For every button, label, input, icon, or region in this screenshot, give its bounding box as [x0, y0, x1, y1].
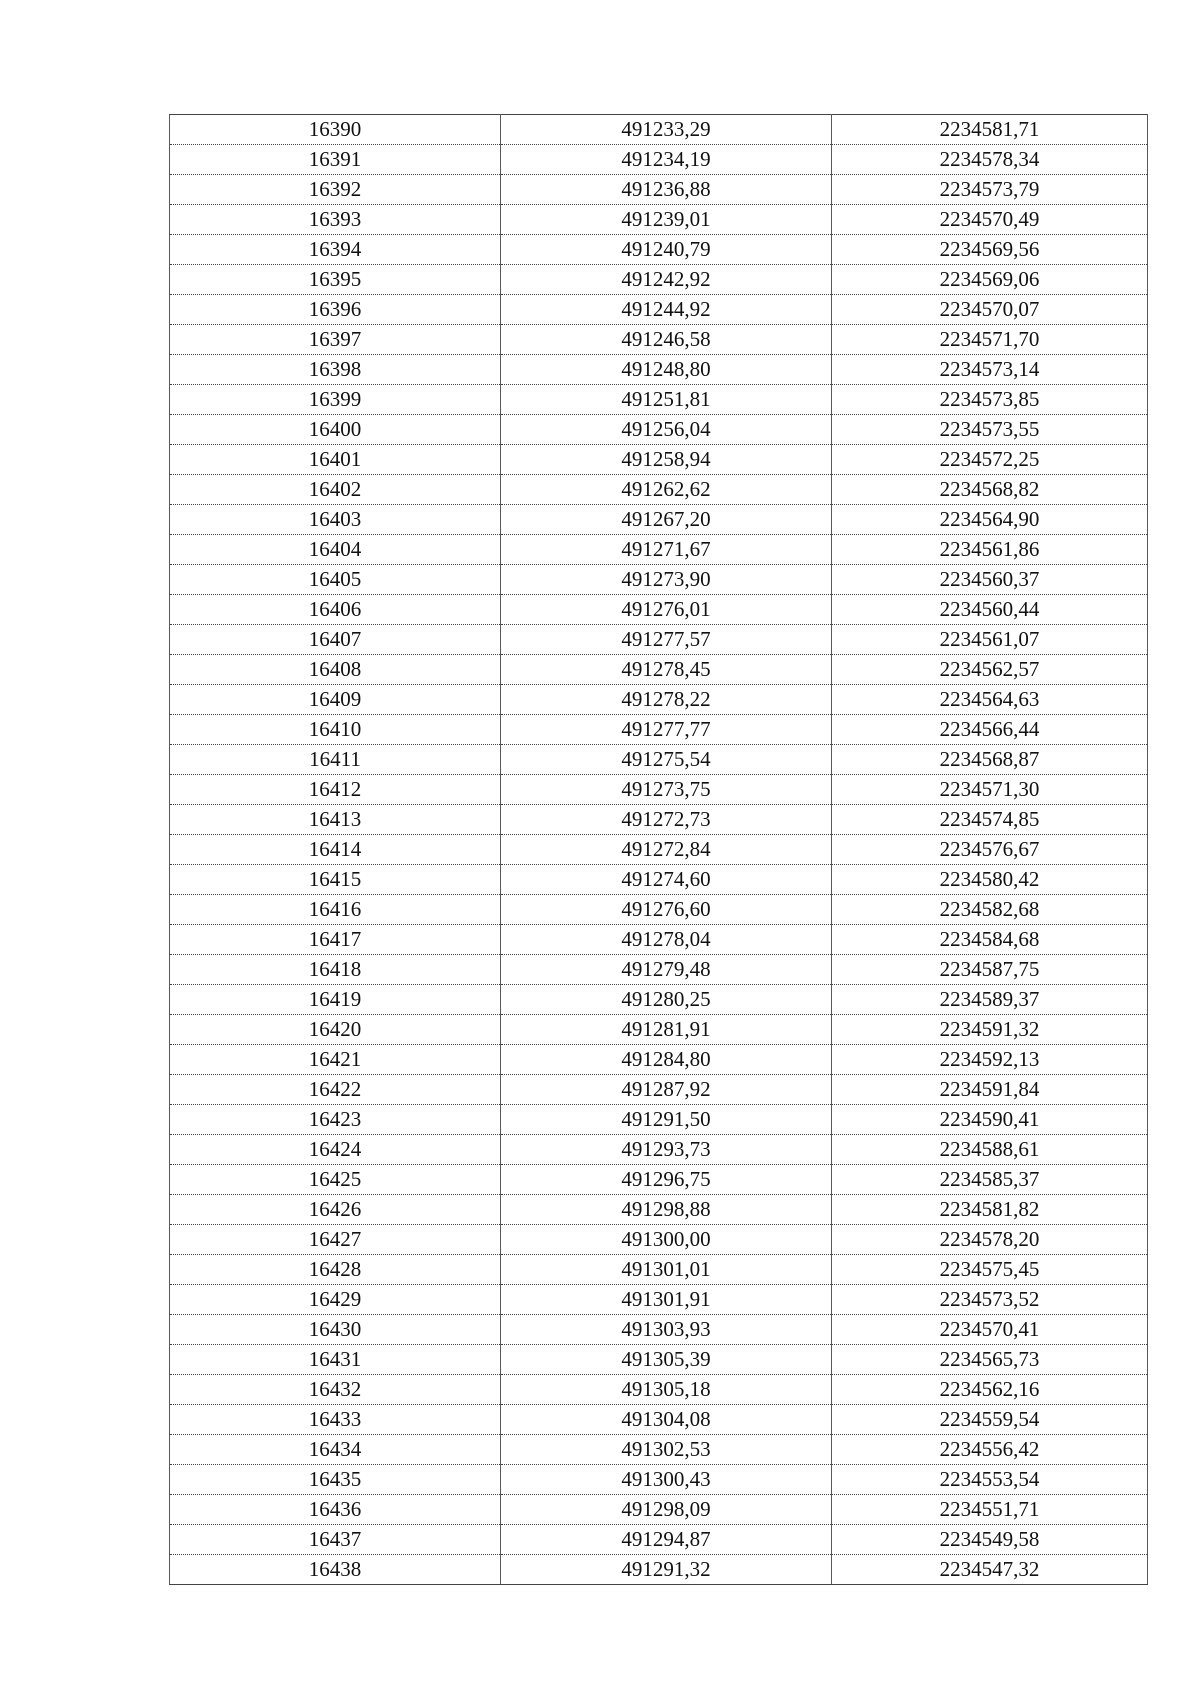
x-coordinate-cell: 491277,57: [501, 625, 832, 655]
x-coordinate-cell: 491278,45: [501, 655, 832, 685]
x-coordinate-cell: 491240,79: [501, 235, 832, 265]
table-row: [170, 1315, 1148, 1345]
point-number-cell: 16430: [170, 1315, 501, 1345]
table-row: [170, 1285, 1148, 1315]
x-coordinate-cell: 491267,20: [501, 505, 832, 535]
x-coordinate-cell: 491274,60: [501, 865, 832, 895]
y-coordinate-cell: 2234584,68: [832, 925, 1148, 955]
point-number-cell: 16410: [170, 715, 501, 745]
y-coordinate-cell: 2234573,79: [832, 175, 1148, 205]
y-coordinate-cell: 2234561,07: [832, 625, 1148, 655]
y-coordinate-cell: 2234570,49: [832, 205, 1148, 235]
x-coordinate-cell: 491300,00: [501, 1225, 832, 1255]
x-coordinate-cell: 491256,04: [501, 415, 832, 445]
point-number-cell: 16435: [170, 1465, 501, 1495]
x-coordinate-cell: 491300,43: [501, 1465, 832, 1495]
x-coordinate-cell: 491272,73: [501, 805, 832, 835]
x-coordinate-cell: 491273,75: [501, 775, 832, 805]
point-number-cell: 16412: [170, 775, 501, 805]
y-coordinate-cell: 2234573,55: [832, 415, 1148, 445]
table-row: [170, 1135, 1148, 1165]
y-coordinate-cell: 2234568,82: [832, 475, 1148, 505]
point-number-cell: 16392: [170, 175, 501, 205]
point-number-cell: 16401: [170, 445, 501, 475]
point-number-cell: 16419: [170, 985, 501, 1015]
table-row: [170, 1465, 1148, 1495]
y-coordinate-cell: 2234589,37: [832, 985, 1148, 1015]
table-row: [170, 235, 1148, 265]
x-coordinate-cell: 491239,01: [501, 205, 832, 235]
y-coordinate-cell: 2234578,20: [832, 1225, 1148, 1255]
x-coordinate-cell: 491294,87: [501, 1525, 832, 1555]
x-coordinate-cell: 491278,04: [501, 925, 832, 955]
point-number-cell: 16390: [170, 115, 501, 145]
point-number-cell: 16427: [170, 1225, 501, 1255]
table-row: [170, 1555, 1148, 1585]
x-coordinate-cell: 491301,01: [501, 1255, 832, 1285]
point-number-cell: 16416: [170, 895, 501, 925]
y-coordinate-cell: 2234592,13: [832, 1045, 1148, 1075]
table-row: [170, 265, 1148, 295]
x-coordinate-cell: 491293,73: [501, 1135, 832, 1165]
table-row: [170, 685, 1148, 715]
table-row: [170, 565, 1148, 595]
table-row: [170, 1345, 1148, 1375]
x-coordinate-cell: 491276,60: [501, 895, 832, 925]
point-number-cell: 16429: [170, 1285, 501, 1315]
point-number-cell: 16423: [170, 1105, 501, 1135]
y-coordinate-cell: 2234549,58: [832, 1525, 1148, 1555]
x-coordinate-cell: 491233,29: [501, 115, 832, 145]
y-coordinate-cell: 2234568,87: [832, 745, 1148, 775]
y-coordinate-cell: 2234591,32: [832, 1015, 1148, 1045]
x-coordinate-cell: 491287,92: [501, 1075, 832, 1105]
point-number-cell: 16426: [170, 1195, 501, 1225]
table-row: [170, 1075, 1148, 1105]
x-coordinate-cell: 491242,92: [501, 265, 832, 295]
y-coordinate-cell: 2234569,06: [832, 265, 1148, 295]
table-row: [170, 835, 1148, 865]
table-row: [170, 1195, 1148, 1225]
table-row: [170, 1375, 1148, 1405]
y-coordinate-cell: 2234585,37: [832, 1165, 1148, 1195]
y-coordinate-cell: 2234562,16: [832, 1375, 1148, 1405]
table-row: [170, 475, 1148, 505]
y-coordinate-cell: 2234560,37: [832, 565, 1148, 595]
y-coordinate-cell: 2234573,85: [832, 385, 1148, 415]
x-coordinate-cell: 491291,50: [501, 1105, 832, 1135]
x-coordinate-cell: 491284,80: [501, 1045, 832, 1075]
table-row: [170, 1105, 1148, 1135]
x-coordinate-cell: 491291,32: [501, 1555, 832, 1585]
x-coordinate-cell: 491280,25: [501, 985, 832, 1015]
point-number-cell: 16438: [170, 1555, 501, 1585]
x-coordinate-cell: 491303,93: [501, 1315, 832, 1345]
table-row: [170, 385, 1148, 415]
y-coordinate-cell: 2234574,85: [832, 805, 1148, 835]
point-number-cell: 16393: [170, 205, 501, 235]
y-coordinate-cell: 2234569,56: [832, 235, 1148, 265]
x-coordinate-cell: 491301,91: [501, 1285, 832, 1315]
y-coordinate-cell: 2234556,42: [832, 1435, 1148, 1465]
table-row: [170, 505, 1148, 535]
table-row: [170, 325, 1148, 355]
table-row: [170, 805, 1148, 835]
x-coordinate-cell: 491302,53: [501, 1435, 832, 1465]
x-coordinate-cell: 491258,94: [501, 445, 832, 475]
table-row: [170, 1015, 1148, 1045]
x-coordinate-cell: 491296,75: [501, 1165, 832, 1195]
point-number-cell: 16413: [170, 805, 501, 835]
point-number-cell: 16428: [170, 1255, 501, 1285]
y-coordinate-cell: 2234565,73: [832, 1345, 1148, 1375]
table-row: [170, 715, 1148, 745]
point-number-cell: 16424: [170, 1135, 501, 1165]
table-row: [170, 775, 1148, 805]
x-coordinate-cell: 491279,48: [501, 955, 832, 985]
table-row: [170, 1255, 1148, 1285]
table-row: [170, 895, 1148, 925]
point-number-cell: 16396: [170, 295, 501, 325]
x-coordinate-cell: 491234,19: [501, 145, 832, 175]
y-coordinate-cell: 2234564,63: [832, 685, 1148, 715]
y-coordinate-cell: 2234553,54: [832, 1465, 1148, 1495]
x-coordinate-cell: 491251,81: [501, 385, 832, 415]
table-row: [170, 1045, 1148, 1075]
point-number-cell: 16406: [170, 595, 501, 625]
point-number-cell: 16409: [170, 685, 501, 715]
table-row: [170, 865, 1148, 895]
point-number-cell: 16425: [170, 1165, 501, 1195]
y-coordinate-cell: 2234591,84: [832, 1075, 1148, 1105]
point-number-cell: 16437: [170, 1525, 501, 1555]
x-coordinate-cell: 491304,08: [501, 1405, 832, 1435]
table-row: [170, 1225, 1148, 1255]
table-row: [170, 985, 1148, 1015]
point-number-cell: 16422: [170, 1075, 501, 1105]
table-row: [170, 955, 1148, 985]
table-row: [170, 445, 1148, 475]
point-number-cell: 16400: [170, 415, 501, 445]
y-coordinate-cell: 2234570,41: [832, 1315, 1148, 1345]
y-coordinate-cell: 2234590,41: [832, 1105, 1148, 1135]
x-coordinate-cell: 491271,67: [501, 535, 832, 565]
y-coordinate-cell: 2234561,86: [832, 535, 1148, 565]
y-coordinate-cell: 2234547,32: [832, 1555, 1148, 1585]
point-number-cell: 16403: [170, 505, 501, 535]
x-coordinate-cell: 491305,18: [501, 1375, 832, 1405]
point-number-cell: 16417: [170, 925, 501, 955]
point-number-cell: 16404: [170, 535, 501, 565]
y-coordinate-cell: 2234564,90: [832, 505, 1148, 535]
y-coordinate-cell: 2234570,07: [832, 295, 1148, 325]
y-coordinate-cell: 2234573,14: [832, 355, 1148, 385]
x-coordinate-cell: 491262,62: [501, 475, 832, 505]
x-coordinate-cell: 491246,58: [501, 325, 832, 355]
point-number-cell: 16391: [170, 145, 501, 175]
point-number-cell: 16436: [170, 1495, 501, 1525]
y-coordinate-cell: 2234578,34: [832, 145, 1148, 175]
point-number-cell: 16407: [170, 625, 501, 655]
x-coordinate-cell: 491273,90: [501, 565, 832, 595]
table-row: [170, 295, 1148, 325]
x-coordinate-cell: 491248,80: [501, 355, 832, 385]
coordinates-table-body: [170, 115, 1148, 1585]
coordinates-table: [169, 114, 1148, 1585]
point-number-cell: 16402: [170, 475, 501, 505]
y-coordinate-cell: 2234571,70: [832, 325, 1148, 355]
point-number-cell: 16415: [170, 865, 501, 895]
point-number-cell: 16408: [170, 655, 501, 685]
x-coordinate-cell: 491305,39: [501, 1345, 832, 1375]
y-coordinate-cell: 2234576,67: [832, 835, 1148, 865]
y-coordinate-cell: 2234575,45: [832, 1255, 1148, 1285]
point-number-cell: 16421: [170, 1045, 501, 1075]
point-number-cell: 16411: [170, 745, 501, 775]
y-coordinate-cell: 2234551,71: [832, 1495, 1148, 1525]
table-row: [170, 205, 1148, 235]
point-number-cell: 16399: [170, 385, 501, 415]
y-coordinate-cell: 2234573,52: [832, 1285, 1148, 1315]
point-number-cell: 16418: [170, 955, 501, 985]
y-coordinate-cell: 2234580,42: [832, 865, 1148, 895]
table-row: [170, 355, 1148, 385]
x-coordinate-cell: 491278,22: [501, 685, 832, 715]
table-row: [170, 115, 1148, 145]
y-coordinate-cell: 2234587,75: [832, 955, 1148, 985]
table-row: [170, 535, 1148, 565]
point-number-cell: 16414: [170, 835, 501, 865]
point-number-cell: 16398: [170, 355, 501, 385]
point-number-cell: 16420: [170, 1015, 501, 1045]
table-row: [170, 145, 1148, 175]
y-coordinate-cell: 2234559,54: [832, 1405, 1148, 1435]
table-row: [170, 1525, 1148, 1555]
x-coordinate-cell: 491298,88: [501, 1195, 832, 1225]
point-number-cell: 16434: [170, 1435, 501, 1465]
table-row: [170, 595, 1148, 625]
y-coordinate-cell: 2234581,82: [832, 1195, 1148, 1225]
table-row: [170, 415, 1148, 445]
point-number-cell: 16394: [170, 235, 501, 265]
x-coordinate-cell: 491236,88: [501, 175, 832, 205]
point-number-cell: 16431: [170, 1345, 501, 1375]
x-coordinate-cell: 491276,01: [501, 595, 832, 625]
table-row: [170, 1495, 1148, 1525]
x-coordinate-cell: 491277,77: [501, 715, 832, 745]
y-coordinate-cell: 2234581,71: [832, 115, 1148, 145]
table-row: [170, 655, 1148, 685]
y-coordinate-cell: 2234560,44: [832, 595, 1148, 625]
x-coordinate-cell: 491272,84: [501, 835, 832, 865]
point-number-cell: 16397: [170, 325, 501, 355]
point-number-cell: 16405: [170, 565, 501, 595]
y-coordinate-cell: 2234582,68: [832, 895, 1148, 925]
table-row: [170, 1165, 1148, 1195]
point-number-cell: 16395: [170, 265, 501, 295]
table-row: [170, 745, 1148, 775]
table-row: [170, 1405, 1148, 1435]
x-coordinate-cell: 491275,54: [501, 745, 832, 775]
y-coordinate-cell: 2234566,44: [832, 715, 1148, 745]
table-row: [170, 1435, 1148, 1465]
y-coordinate-cell: 2234588,61: [832, 1135, 1148, 1165]
x-coordinate-cell: 491281,91: [501, 1015, 832, 1045]
y-coordinate-cell: 2234572,25: [832, 445, 1148, 475]
point-number-cell: 16433: [170, 1405, 501, 1435]
y-coordinate-cell: 2234562,57: [832, 655, 1148, 685]
x-coordinate-cell: 491298,09: [501, 1495, 832, 1525]
point-number-cell: 16432: [170, 1375, 501, 1405]
y-coordinate-cell: 2234571,30: [832, 775, 1148, 805]
table-row: [170, 175, 1148, 205]
table-row: [170, 625, 1148, 655]
table-row: [170, 925, 1148, 955]
x-coordinate-cell: 491244,92: [501, 295, 832, 325]
